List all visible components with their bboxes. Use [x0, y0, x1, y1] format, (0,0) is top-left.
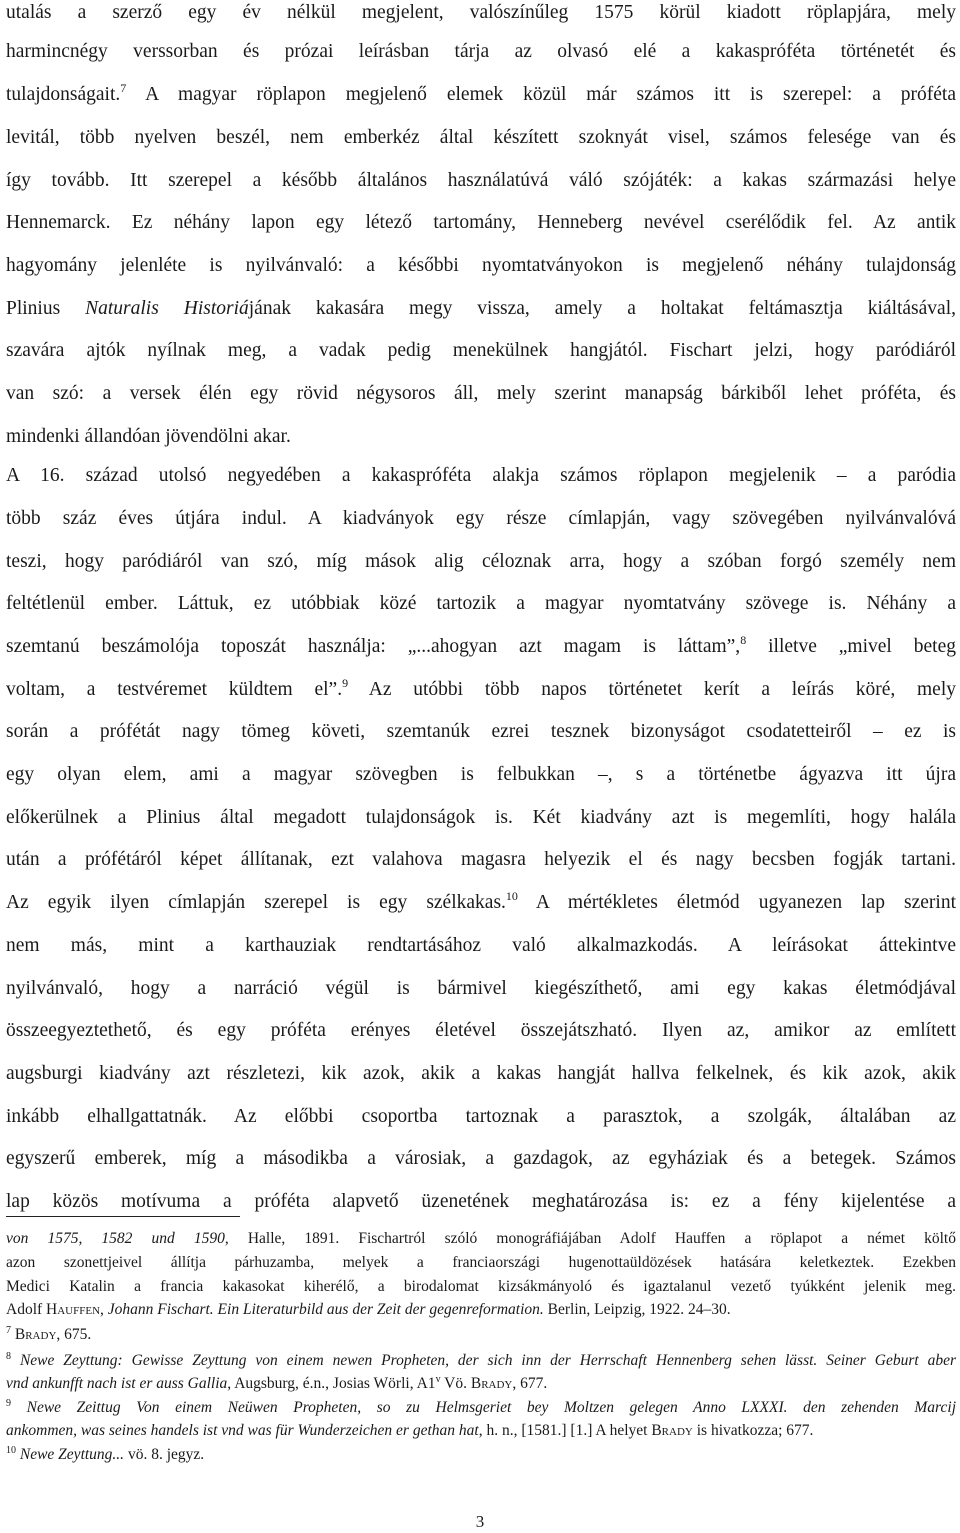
body-line: hagyomány jelenléte is nyilvánvaló: a későbbi nyomtatványokon is megjelenő néhány tulajdonság: [6, 255, 956, 276]
body-line: szavára ajtók nyílnak meg, a vadak pedig menekülnek hangjától. Fischart jelzi, hogy paródiáról: [6, 340, 956, 361]
body-line: lap közös motívuma a próféta alapvető üzenetének meghatározása is: ez a fény kijelentése a: [6, 1191, 956, 1212]
body-line: mindenki állandóan jövendölni akar.: [6, 426, 291, 447]
body-line: harmincnégy verssorban és prózai leírásban tárja az olvasó elé a kakaspróféta történetét és: [6, 41, 956, 62]
footnote-number: 8: [6, 1351, 11, 1362]
body-line: tulajdonságait.$^7$ A magyar röplapon megjelenő elemek közül már számos itt is szerepel: a próféta: [6, 81, 956, 105]
body-line: egyszerű emberek, míg a másodikba a városiak, a gazdagok, az egyháziak és a betegek. Számos: [6, 1148, 956, 1169]
footnote-line: Adolf Hauffen, Johann Fischart. Ein Literaturbild aus der Zeit der gegenreformation. Berlin, Leipzig, 1922. 24–30.: [6, 1301, 731, 1318]
footnote-number: 7: [6, 1325, 11, 1336]
work-title: Naturalis Historiá: [85, 298, 249, 319]
body-line: nyilvánvaló, hogy a narráció végül is bármivel kiegészíthető, ami egy kakas életmódjával: [6, 978, 956, 999]
footnote-line: Medici Katalin a francia kakasokat kiherélő, a birodalomat kizsákmányoló és igaztalanul vezető tyúkként jelenik meg.: [6, 1278, 956, 1295]
body-line: során a prófétát nagy tömeg követi, szemtanúk ezrei tesznek bizonyságot csodatetteiről – ez is: [6, 721, 956, 742]
body-line: levitál, több nyelven beszél, nem emberkéz által készített szoknyát visel, számos felesége van és: [6, 127, 956, 148]
footnote-7: $^7$ Brady, 675.: [6, 1325, 92, 1343]
body-line: Az egyik ilyen címlapján szerepel is egy szélkakas.$^{10}$ A mértékletes életmód ugyanezen lap szerint: [6, 889, 956, 913]
footnote-number: 9: [6, 1398, 11, 1409]
body-line: utalás a szerző egy év nélkül megjelent, valószínűleg 1575 körül kiadott röplapjára, mely: [6, 2, 956, 23]
body-line: feltétlenül ember. Láttuk, ez utóbbiak közé tartozik a magyar nyomtatvány szövege is. Néhány a: [6, 593, 956, 614]
body-line: Hennemarck. Ez néhány lapon egy létező tartomány, Henneberg nevével cserélődik fel. Az antik: [6, 212, 956, 233]
footnote-8: $^8$ Newe Zeyttung: Gewisse Zeyttung von einem newen Propheten, der sich inn der Herrschaft Hennenberg sehen lässt. Seiner Geburt aber: [6, 1351, 956, 1369]
body-line: voltam, a testvéremet küldtem el”.$^9$ Az utóbbi több napos történetet kerít a leírás köré, mely: [6, 676, 956, 700]
body-line: inkább elhallgattatnák. Az előbbi csoportba tartoznak a parasztok, a szolgák, általában az: [6, 1106, 956, 1127]
footnote-line: von 1575, 1582 und 1590, Halle, 1891. Fischartról szóló monográfiájában Adolf Hauffen a röplapot a német költő: [6, 1230, 956, 1247]
body-line: augsburgi kiadvány azt részletezi, kik azok, akik a kakas hangját hallva felkelnek, és kik azok, akik: [6, 1063, 956, 1084]
body-line: így tovább. Itt szerepel a később általános használatúvá váló szójáték: a kakas származási helye: [6, 170, 956, 191]
body-line: egy olyan elem, ami a magyar szövegben is felbukkan –, s a történetbe ágyazva itt újra: [6, 764, 956, 785]
footnote-separator: [6, 1216, 240, 1217]
footnote-ref[interactable]: 10: [505, 889, 518, 903]
footnote-9: $^9$ Newe Zeittug Von einem Neüwen Propheten, so zu Helmsgeriet bey Moltzen gelegen Anno LXXXI. den zehenden Marcij: [6, 1398, 957, 1416]
footnote-ref[interactable]: 7: [120, 81, 127, 95]
body-line: szemtanú beszámolója toposzát használja: „...ahogyan azt magam is láttam”,$^8$ illetve „mivel beteg: [6, 633, 956, 657]
footnote-number: 10: [6, 1445, 16, 1456]
body-line: A 16. század utolsó negyedében a kakaspróféta alakja számos röplapon megjelenik – a paródia: [6, 465, 956, 486]
body-line: teszi, hogy paródiáról van szó, míg mások alig céloznak arra, hogy a szóban forgó személy nem: [6, 551, 956, 572]
footnote-ref[interactable]: 8: [740, 633, 747, 647]
footnote-line: vnd ankunfft nach ist er auss Gallia, Augsburg, é.n., Josias Wörli, A1$^v$ Vö. Brady, 677.: [6, 1374, 548, 1392]
body-line: Plinius Naturalis Historiájának kakasára megy vissza, amely a holtakat feltámasztja kiáltásával,: [6, 298, 956, 319]
body-line: előkerülnek a Plinius által megadott tulajdonságok is. Két kiadvány azt is megemlíti, hogy halála: [6, 807, 956, 828]
page-number: 3: [475, 1512, 485, 1531]
body-line: nem más, mint a karthauziak rendtartásához való alkalmazkodás. A leírásokat áttekintve: [6, 935, 956, 956]
footnote-line: ankommen, was seines handels ist vnd was für Wunderzeichen er gethan hat, h. n., [1581.] [1.] A helyet Brady is hivatkozza; 677.: [6, 1422, 814, 1439]
body-line: összeegyeztethető, és egy próféta erényes életével összejátszható. Ilyen az, amikor az említett: [6, 1020, 956, 1041]
footnote-10: $^{10}$ Newe Zeyttung... vö. 8. jegyz.: [6, 1445, 205, 1463]
body-line: több száz éves útjára indul. A kiadványok egy része címlapján, vagy szövegében nyilvánvalóvá: [6, 508, 956, 529]
body-line: után a prófétáról képet állítanak, ezt valahova magasra helyezik el és nagy becsben fogják tartani.: [6, 849, 956, 870]
footnote-ref[interactable]: 9: [342, 676, 349, 690]
footnote-line: azon szonettjeivel állítja párhuzamba, melyek a franciaországi hugenottaüldözések hatására keletkeztek. Ezekben: [6, 1254, 956, 1271]
body-line: van szó: a versek élén egy rövid négysoros áll, mely szerint manapság bárkiből lehet próféta, és: [6, 383, 956, 404]
